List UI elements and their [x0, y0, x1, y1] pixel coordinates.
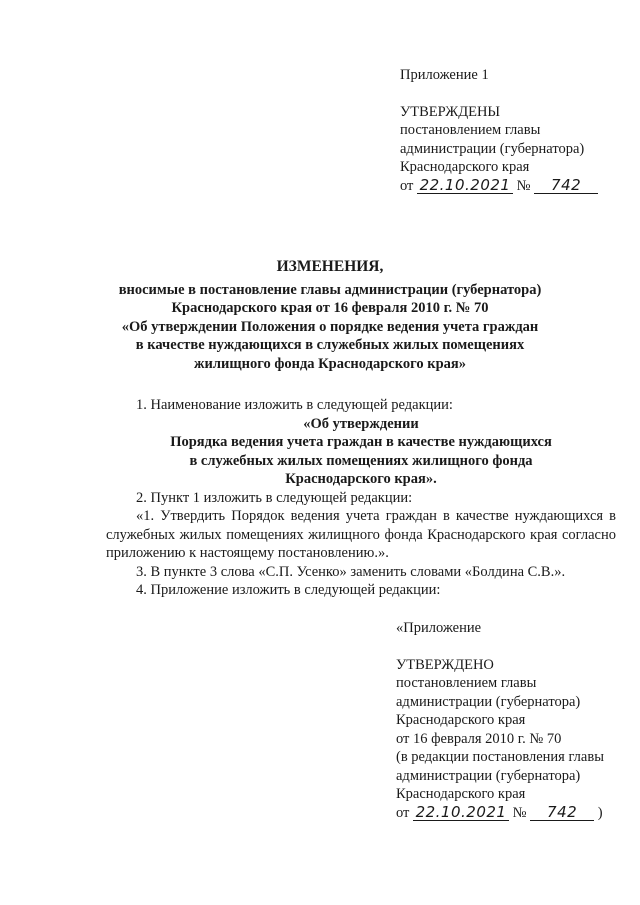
handwritten-number: 742: [530, 804, 594, 821]
date-number-line: [396, 804, 636, 823]
approval-line: администрации (губернатора): [396, 693, 581, 710]
closing-paren: ): [597, 804, 603, 821]
paragraph-3: 3. В пункте 3 слова «С.П. Усенко» заменить словами «Болдина С.В.».: [136, 563, 566, 580]
date-number-line: [400, 177, 630, 196]
approval-block-top: [400, 66, 630, 195]
quote-line: «Об утверждении: [303, 415, 419, 432]
quote-line: Порядка ведения учета граждан в качестве нуждающихся: [170, 434, 552, 450]
quote-line: Краснодарского края».: [285, 471, 437, 487]
approval-line: Краснодарского края: [396, 786, 526, 802]
approved-label: УТВЕРЖДЕНО: [396, 656, 494, 673]
handwritten-date: 22.10.2021: [417, 177, 513, 194]
paragraph-2: 2. Пункт 1 изложить в следующей редакции:: [136, 489, 413, 506]
title-line: «Об утверждении Положения о порядке ведения учета граждан: [121, 318, 539, 335]
approval-line: администрации (губернатора): [396, 767, 581, 784]
appendix-label: «Приложение: [396, 620, 482, 636]
approval-line: (в редакции постановления главы: [396, 749, 604, 765]
handwritten-number: 742: [534, 177, 598, 194]
title-heading: ИЗМЕНЕНИЯ,: [276, 258, 384, 275]
title-line: в качестве нуждающихся в служебных жилых помещениях: [135, 337, 525, 353]
date-prefix: от: [396, 804, 410, 821]
number-prefix: №: [516, 177, 531, 194]
paragraph-1: 1. Наименование изложить в следующей редакции:: [136, 397, 453, 413]
approved-label: УТВЕРЖДЕНЫ: [400, 103, 501, 120]
title-line: Краснодарского края от 16 февраля 2010 г. № 70: [171, 300, 489, 316]
approval-line: от 16 февраля 2010 г. № 70: [396, 730, 562, 747]
title-line: вносимые в постановление главы администрации (губернатора): [118, 281, 542, 298]
quote-line: в служебных жилых помещениях жилищного фонда: [189, 452, 533, 469]
approval-line: постановлением главы: [396, 675, 537, 691]
approval-line: Краснодарского края: [396, 712, 526, 728]
date-prefix: от: [400, 177, 414, 194]
title-line: жилищного фонда Краснодарского края»: [194, 355, 466, 372]
approval-line: постановлением главы: [400, 122, 541, 138]
approval-line: администрации (губернатора): [400, 140, 585, 157]
approval-line: Краснодарского края: [400, 159, 530, 175]
number-prefix: №: [512, 804, 527, 821]
handwritten-date: 22.10.2021: [413, 804, 509, 821]
paragraph-2-quote: «1. Утвердить Порядок ведения учета граждан в качестве нуждающихся в служебных жилых помещениях жилищного фонда Краснодарского края согласно приложению к настоящему постановлению.».: [106, 508, 616, 561]
quoted-title: [106, 415, 616, 489]
approval-block-bottom: [396, 619, 636, 822]
document-title: [80, 258, 580, 373]
appendix-label: Приложение 1: [400, 67, 489, 83]
paragraph-4: 4. Приложение изложить в следующей редакции:: [136, 582, 441, 598]
document-body: [106, 396, 616, 600]
